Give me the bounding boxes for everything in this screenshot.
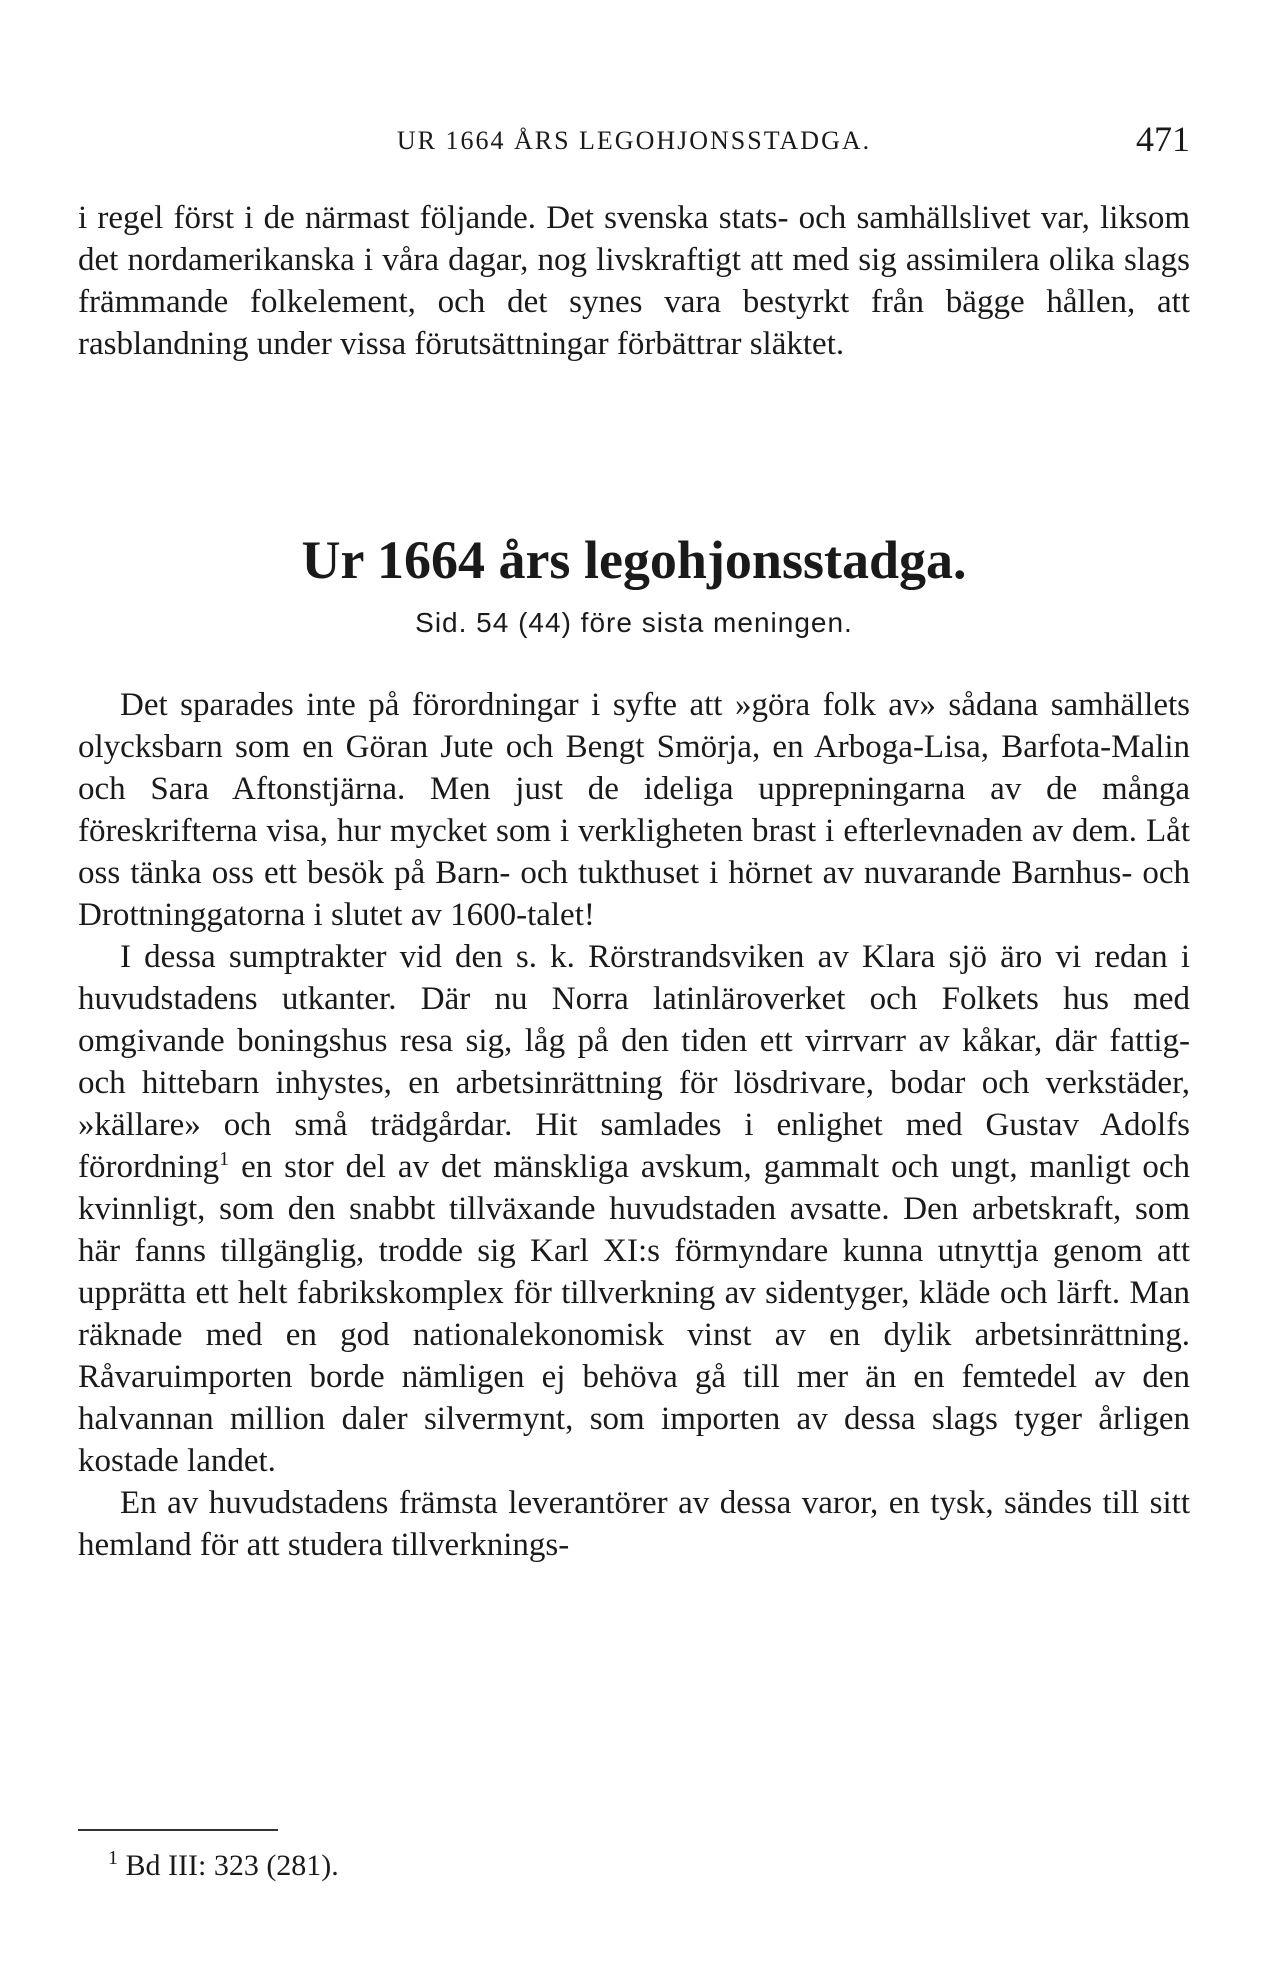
footnote-text: Bd III: 323 (281). (125, 1849, 339, 1882)
running-title: UR 1664 ÅRS LEGOHJONSSTADGA. (396, 126, 872, 155)
paragraph-2-text-b: en stor del av det mänskliga avskum, gammalt och ungt, manligt och kvinnligt, som den snabbt tillväxande huvudstaden avsatte. Den arbetskraft, som här fanns tillgänglig, trodde sig Karl XI:s förmyndare kunna utnyttja genom att upprätta ett helt fabrikskomplex för tillverkning av sidentyger, kläde och lärft. Man räknade med en god nationalekonomisk vinst av en dylik arbetsinrättning. Råvaruimporten borde nämligen ej behöva gå till mer än en femtedel av den halvannan million daler silvermynt, som importen av dessa slags tyger årligen kostade landet. (78, 1149, 1190, 1479)
intro-paragraph (78, 197, 1190, 365)
intro-text: i regel först i de närmast följande. Det svenska stats- och samhällslivet var, liksom det nordamerikanska i våra dagar, nog livskraftigt att med sig assimilera olika slags främmande folkelement, och det synes vara bestyrkt från bägge hållen, att rasblandning under vissa förutsättningar förbättrar släktet. (78, 200, 1190, 362)
paragraph-3: En av huvudstadens främsta leverantörer av dessa varor, en tysk, sändes till sitt hemland för att studera tillverknings- (78, 1485, 1190, 1563)
footnote-divider (78, 1829, 278, 1831)
paragraph-1: Det sparades inte på förordningar i syfte att »göra folk av» sådana samhällets olycksbarn som en Göran Jute och Bengt Smörja, en Arboga-Lisa, Barfota-Malin och Sara Aftonstjärna. Men just de ideliga upprepningarna av de många föreskrifterna visa, hur mycket som i verkligheten brast i efterlevnaden av dem. Låt oss tänka oss ett besök på Barn- och tukthuset i hörnet av nuvarande Barnhus- och Drottninggatorna i slutet av 1600-talet! (78, 687, 1190, 933)
footnote-reference: 1 (219, 1148, 230, 1170)
page-number: 471 (1136, 119, 1190, 159)
running-header (78, 118, 1190, 168)
paragraph-2 (78, 936, 1190, 1482)
footnote-marker: 1 (108, 1847, 118, 1869)
section-subheading: Sid. 54 (44) före sista meningen. (415, 607, 853, 638)
footnote (108, 1846, 339, 1886)
body-text (78, 684, 1190, 1566)
section-heading: Ur 1664 års legohjonsstadga. (301, 530, 967, 590)
paragraph-2-text-a: I dessa sumptrakter vid den s. k. Rörstrandsviken av Klara sjö äro vi redan i huvudstadens utkanter. Där nu Norra latinläroverket och Folkets hus med omgivande boningshus resa sig, låg på den tiden ett virrvarr av kåkar, där fattig- och hittebarn inhystes, en arbetsinrättning för lösdrivare, bodar och verkstäder, »källare» och små trädgårdar. Hit samlades i enlighet med Gustav Adolfs förordning (78, 939, 1190, 1185)
